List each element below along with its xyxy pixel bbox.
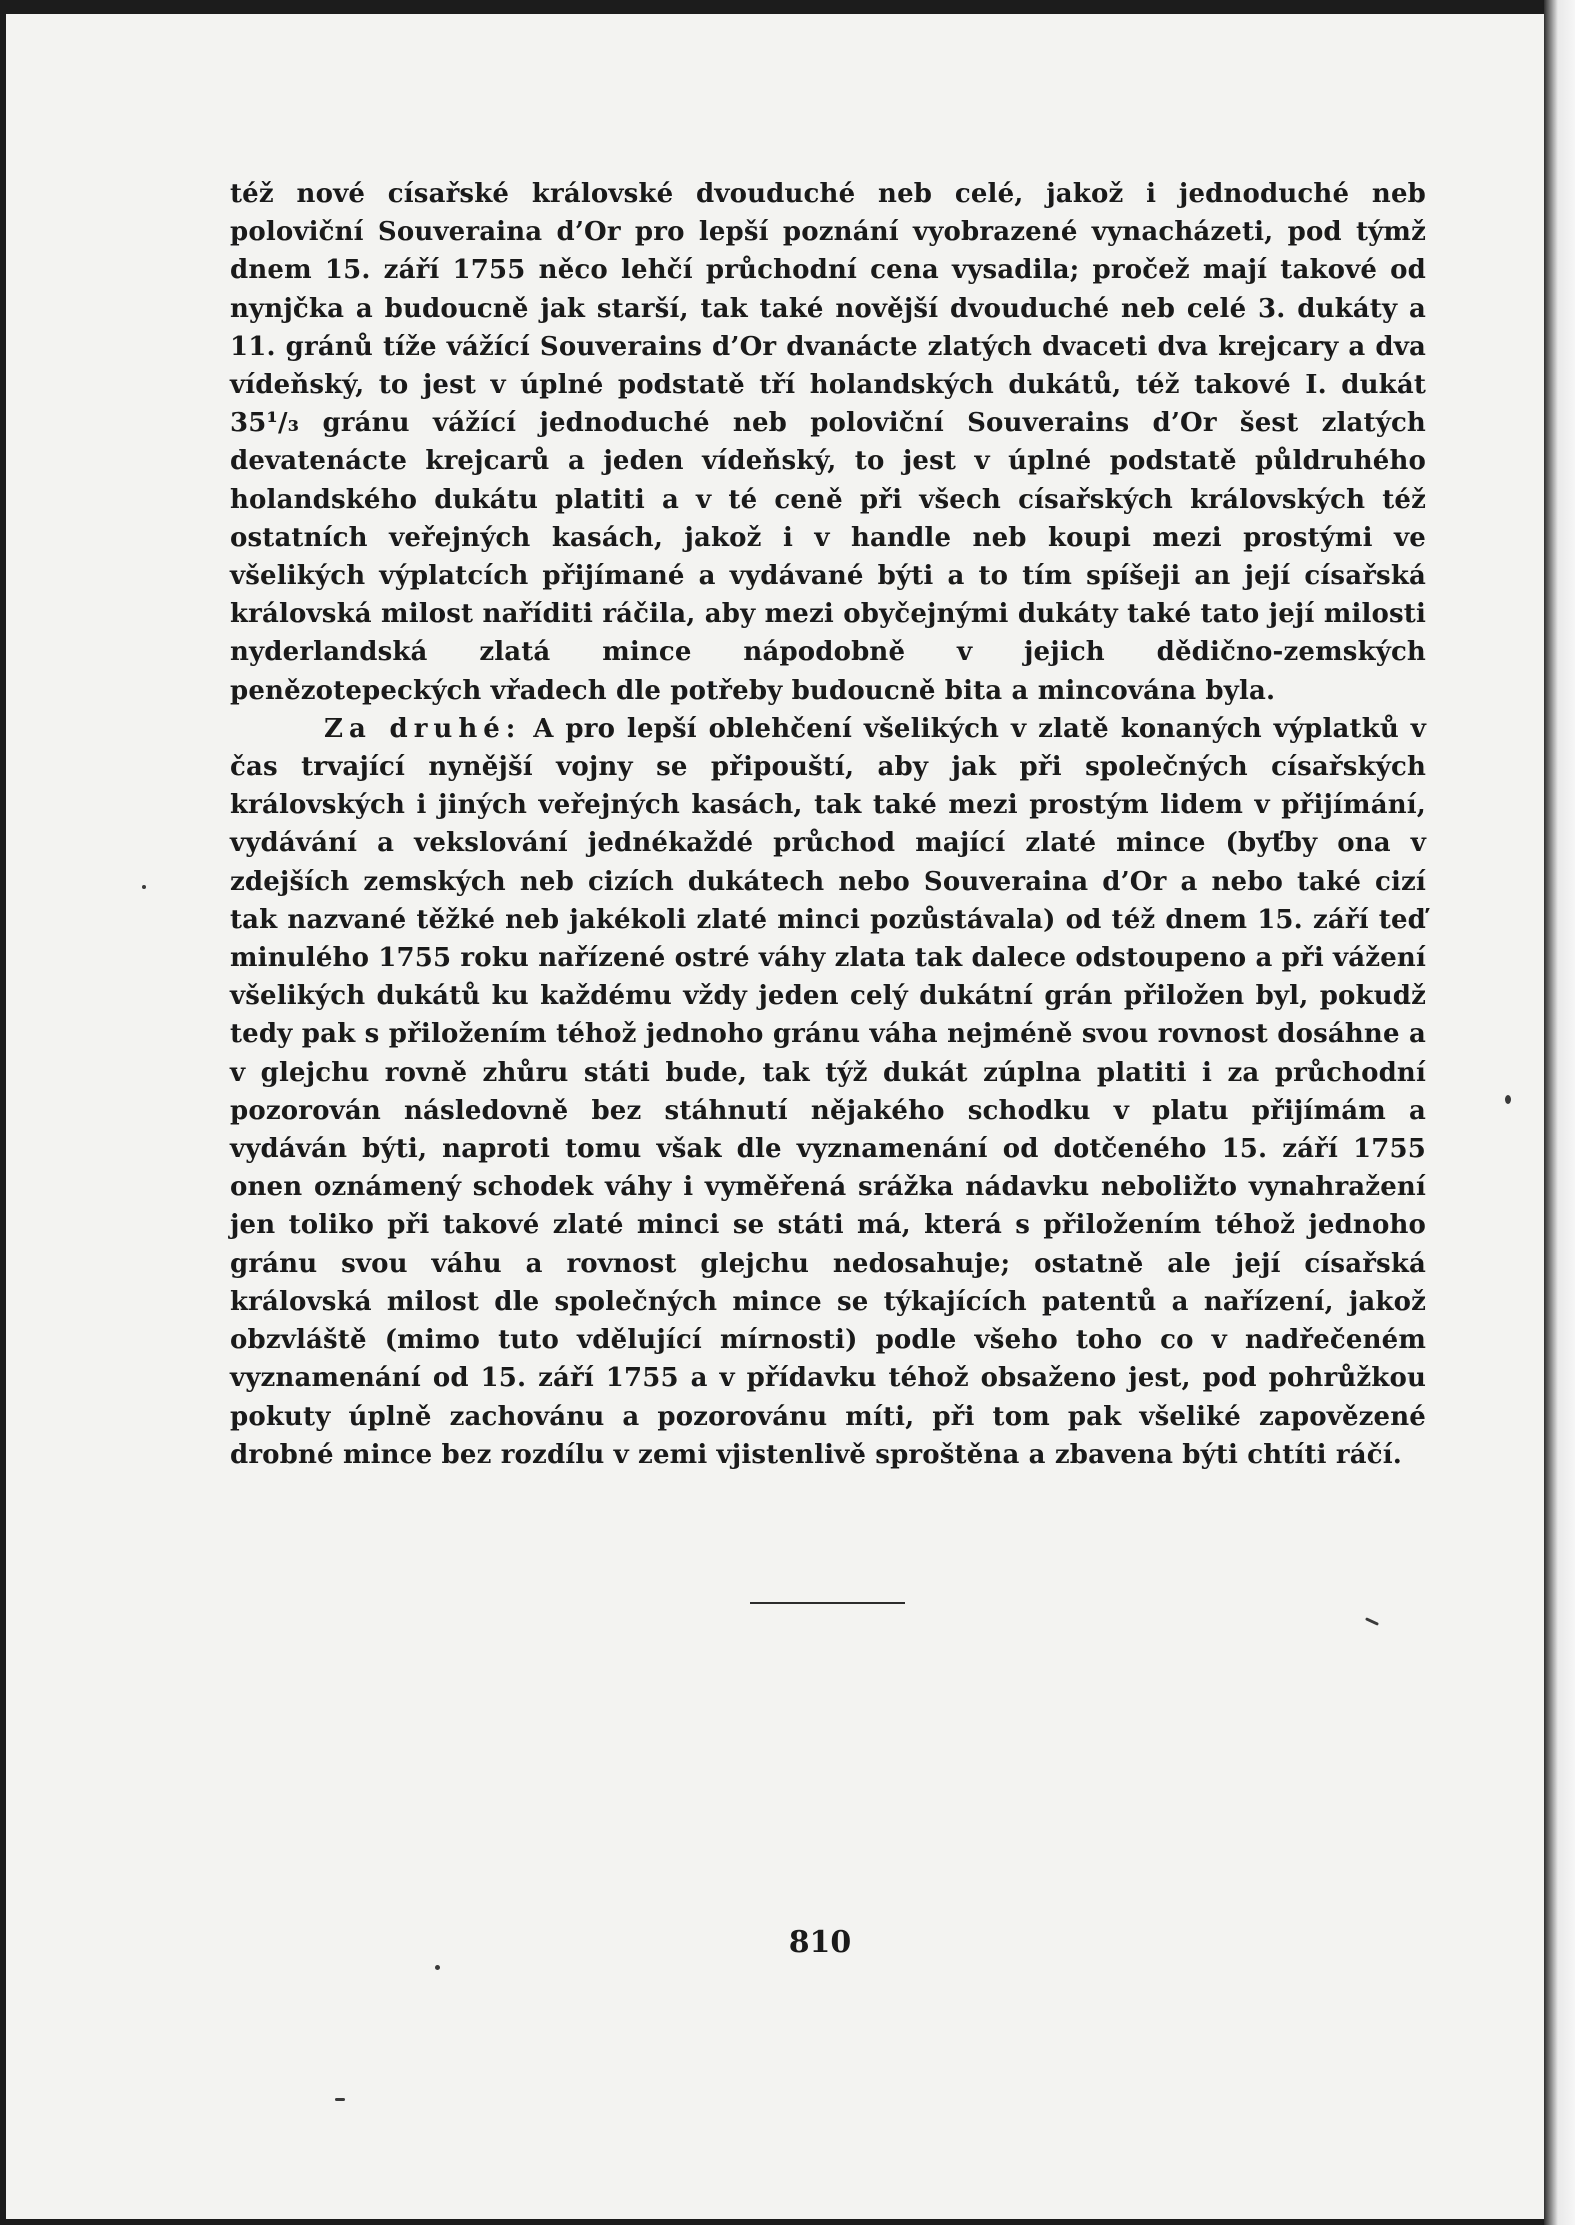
paragraph-1 [230,175,1426,710]
paragraph-2-lead: Za druhé: [324,713,522,744]
scan-speck [435,1965,440,1970]
page-number: 810 [788,1925,852,1960]
end-rule [750,1602,905,1604]
scan-speck [142,885,146,889]
scan-speck [335,2098,345,2101]
paragraph-2-text: A pro lepší oblehčení všelikých v zlatě konaných výplatků v čas trvající nynější vojny se připouští, aby jak při společných císařských královských i jiných veřejných kasách, tak také mezi prostým lidem v přijímání, vydávání a vekslování jednékaždé průchod mající zlaté mince (byťby ona v zdejších zemských neb cizích dukátech nebo Souveraina d’Or a nebo také cizí tak nazvané těžké neb jakékoli zlaté minci pozůstávala) od též dnem 15. září teď minulého 1755 roku nařízené ostré váhy zlata tak dalece odstoupeno a při vážení všelikých dukátů ku každému vždy jeden celý dukátní grán přiložen byl, pokudž tedy pak s přiložením téhož jednoho gránu váha nejméně svou rovnost dosáhne a v glejchu rovně zhůru státi bude, tak týž dukát zúplna platiti i za průchodní pozorován následovně bez stáhnutí nějakého schodku v platu přijímám a vydáván býti, naproti tomu však dle vyznamenání od dotčeného 15. září 1755 onen oznámený schodek váhy i vyměřená srážka nádavku neboližto vynahražení jen toliko při takové zlaté minci se státi má, která s přiložením téhož jednoho gránu svou váhu a rovnost glejchu nedosahuje; ostatně ale její císařská královská milost dle společných mince se týkajících patentů a nařízení, jakož obzvláště (mimo tuto vdělující mírnosti) podle všeho toho co v nadřečeném vyznamenání od 15. září 1755 a v přídavku téhož obsaženo jest, pod pohrůžkou pokuty úplně zachovánu a pozorovánu míti, při tom pak všeliké zapovězené drobné mince bez rozdílu v zemi vjistenlivě sproštěna a zbavena býti chtíti ráčí. [230,713,1426,1470]
paragraph-1-text: též nové císařské královské dvouduché neb celé, jakož i jednoduché neb poloviční Souveraina d’Or pro lepší poznání vyobrazené vynacházeti, pod týmž dnem 15. září 1755 něco lehčí průchodní cena vysadila; pročež mají takové od nynjčka a budoucně jak starší, tak také novější dvouduché neb celé 3. dukáty a 11. gránů tíže vážící Souverains d’Or dvanácte zlatých dvaceti dva krejcary a dva vídeňský, to jest v úplné podstatě tří holandských dukátů, též takové I. dukát 35¹/₃ gránu vážící jednoduché neb poloviční Souverains d’Or šest zlatých devatenácte krejcarů a jeden vídeňský, to jest v úplné podstatě půldruhého holandského dukátu platiti a v té ceně při všech císařských královských též ostatních veřejných kasách, jakož i v handle neb koupi mezi prostými ve všelikých výplatcích přijímané a vydávané býti a to tím spíšeji an její císařská královská milost naříditi ráčila, aby mezi obyčejnými dukáty také tato její milosti nyderlandská zlatá mince nápodobně v jejich dědično-zemských penězotepeckých vřadech dle potřeby budoucně bita a mincována byla. [230,179,1426,706]
page-edge-shadow [1544,0,1575,2225]
paragraph-2 [230,710,1426,1474]
scan-speck [1505,1095,1511,1104]
body-text [230,175,1426,1474]
